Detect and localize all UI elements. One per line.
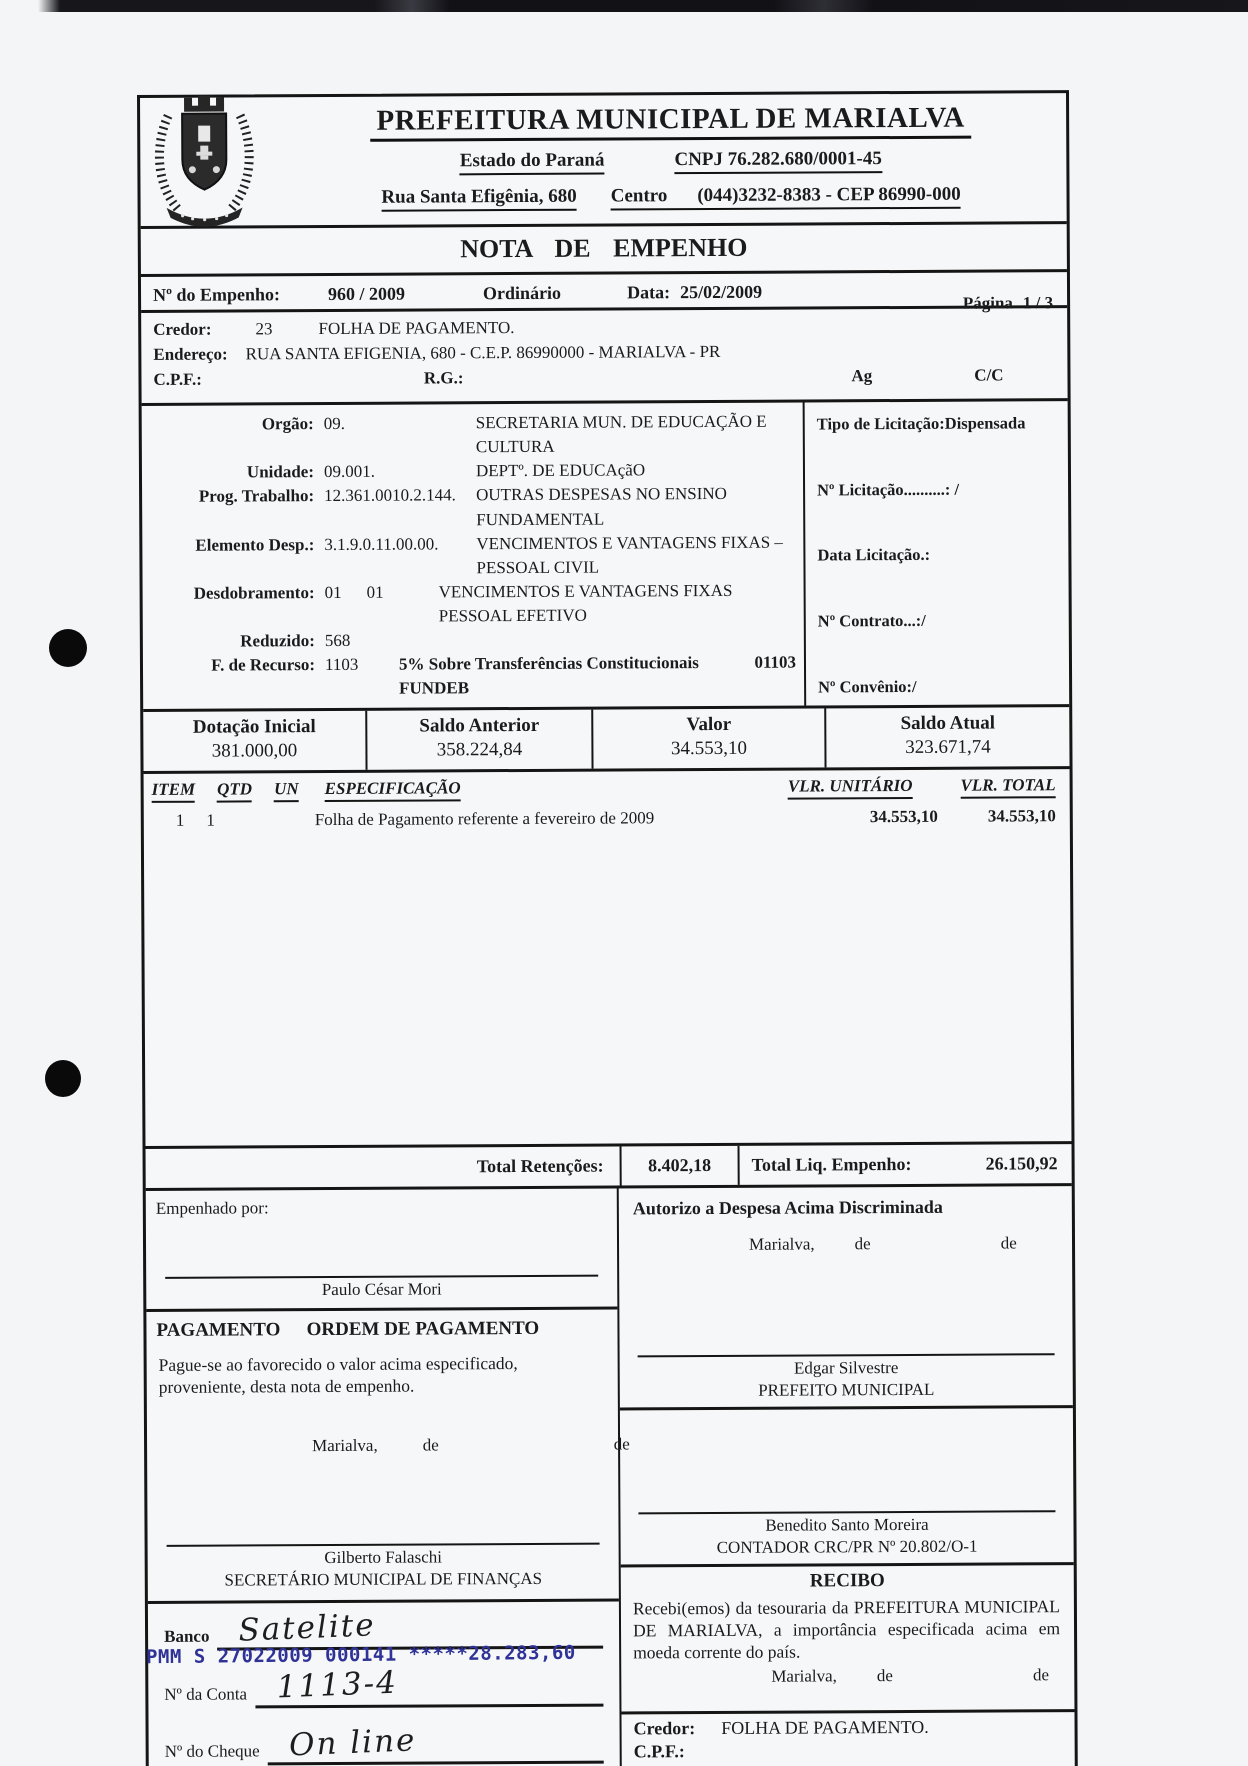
col-un: UN bbox=[274, 779, 299, 802]
valor-value: 34.553,10 bbox=[670, 737, 747, 759]
saldo-anterior-value: 358.224,84 bbox=[436, 738, 523, 760]
saldo-anterior-label: Saldo Anterior bbox=[419, 714, 540, 737]
creditor-label: Credor: bbox=[153, 319, 212, 339]
recurso-label: F. de Recurso: bbox=[211, 655, 316, 675]
page-indicator bbox=[963, 293, 1053, 313]
empenho-number-row bbox=[141, 269, 1067, 313]
city-name: Marialva, bbox=[748, 1233, 815, 1254]
contador-role: CONTADOR CRC/PR Nº 20.802/O-1 bbox=[716, 1536, 978, 1557]
saldo-anterior-cell bbox=[365, 709, 591, 769]
budget-row-reduzido bbox=[143, 627, 804, 655]
saldo-atual-label: Saldo Atual bbox=[900, 712, 996, 734]
accountant-box bbox=[620, 1408, 1074, 1567]
creditor-block bbox=[141, 305, 1067, 403]
banco-handwritten-value: Satelite bbox=[238, 1606, 377, 1649]
recibo-creditor-value: FOLHA DE PAGAMENTO. bbox=[721, 1716, 929, 1738]
conta-row bbox=[164, 1664, 603, 1709]
empenho-type: Ordinário bbox=[482, 282, 562, 304]
convenio-numero: Nº Convênio:/ bbox=[818, 676, 917, 696]
payment-order-box bbox=[146, 1306, 630, 1600]
item-description: Folha de Pagamento referente a fevereiro de 2009 bbox=[314, 807, 655, 829]
secretario-role: SECRETÁRIO MUNICIPAL DE FINANÇAS bbox=[224, 1568, 543, 1590]
state-label: Estado do Paraná bbox=[460, 150, 605, 176]
de-word: de bbox=[1000, 1232, 1017, 1252]
unidade-code: 09.001. bbox=[323, 462, 376, 482]
de-word: de bbox=[1032, 1665, 1050, 1685]
rg-label: R.G.: bbox=[423, 368, 464, 388]
col-vlr-unitario: VLR. UNITÁRIO bbox=[788, 775, 913, 799]
right-signature-column bbox=[619, 1186, 1075, 1766]
budget-row-elemento bbox=[142, 530, 803, 582]
item-total-value: 34.553,10 bbox=[987, 805, 1056, 826]
item-qty: 1 bbox=[206, 810, 215, 830]
budget-row-recurso bbox=[143, 651, 804, 703]
recibo-date-line bbox=[621, 1665, 1074, 1687]
col-especificacao: ESPECIFICAÇÃO bbox=[325, 778, 461, 802]
budget-row-orgao bbox=[142, 410, 803, 462]
reduzido-label: Reduzido: bbox=[240, 631, 315, 651]
totals-row bbox=[146, 1141, 1072, 1188]
empenhado-name: Paulo César Mori bbox=[321, 1278, 442, 1299]
account-label: C/C bbox=[974, 365, 1004, 385]
orgao-label: Orgão: bbox=[261, 414, 314, 434]
prog-label: Prog. Trabalho: bbox=[198, 486, 315, 507]
cheque-row bbox=[164, 1722, 604, 1766]
col-qtd: QTD bbox=[217, 779, 252, 802]
address-value: RUA SANTA EFIGENIA, 680 - C.E.P. 86990000 - MARIALVA - PR bbox=[245, 341, 721, 364]
payment-order-text: Pague-se ao favorecido o valor acima especificado, proveniente, desta nota de empenho. bbox=[158, 1352, 518, 1398]
item-unit-value: 34.553,10 bbox=[869, 806, 938, 826]
city-name: Marialva, bbox=[312, 1435, 378, 1456]
desdobramento-code1: 01 bbox=[324, 582, 342, 602]
recibo-creditor-label: Credor: bbox=[633, 1717, 696, 1738]
empenho-number-label: Nº do Empenho: bbox=[152, 284, 281, 305]
empenhado-por-label: Empenhado por: bbox=[155, 1197, 269, 1218]
phone-cep: (044)3232-8383 - CEP 86990-000 bbox=[697, 183, 961, 207]
address-label: Endereço: bbox=[153, 344, 228, 364]
item-row bbox=[144, 798, 1070, 831]
licitacao-column bbox=[803, 401, 1070, 705]
conta-field bbox=[255, 1664, 603, 1708]
contrato-numero: Nº Contrato...:/ bbox=[817, 610, 926, 631]
letterhead bbox=[140, 93, 1067, 226]
hole-punch-top bbox=[49, 629, 87, 667]
budget-row-desdobramento bbox=[143, 578, 804, 630]
document-title: NOTA DE EMPENHO bbox=[141, 221, 1067, 274]
cheque-field bbox=[268, 1722, 604, 1766]
licitacao-data: Data Licitação.: bbox=[817, 545, 931, 565]
cnpj: CNPJ 76.282.680/0001-45 bbox=[674, 148, 882, 174]
page-label: Página bbox=[962, 293, 1013, 313]
municipality-title: PREFEITURA MUNICIPAL DE MARIALVA bbox=[370, 102, 970, 142]
col-item: ITEM bbox=[152, 779, 196, 802]
conta-label: Nº da Conta bbox=[164, 1684, 248, 1704]
budget-section bbox=[142, 398, 1070, 708]
pagamento-title: PAGAMENTO bbox=[156, 1318, 281, 1341]
elemento-code: 3.1.9.0.11.00.00. bbox=[324, 534, 439, 554]
district: Centro bbox=[610, 185, 668, 207]
orgao-desc: SECRETARIA MUN. DE EDUCAÇÃO E CULTURA bbox=[475, 411, 767, 457]
prog-desc: OUTRAS DESPESAS NO ENSINO FUNDAMENTAL bbox=[476, 484, 727, 529]
item-number: 1 bbox=[175, 810, 185, 830]
de-word: de bbox=[613, 1434, 630, 1454]
retencoes-value: 8.402,18 bbox=[620, 1145, 738, 1185]
de-word: de bbox=[876, 1666, 893, 1686]
reduzido-code: 568 bbox=[324, 631, 351, 651]
budget-row-prog-trabalho bbox=[142, 482, 803, 534]
orgao-code: 09. bbox=[323, 413, 346, 434]
dotacao-value: 381.000,00 bbox=[211, 739, 298, 762]
hole-punch-bottom bbox=[45, 1060, 81, 1097]
items-table bbox=[144, 766, 1072, 1146]
dotacao-inicial-cell bbox=[143, 710, 365, 770]
agency-label: Ag bbox=[851, 366, 873, 386]
receipt-box bbox=[621, 1565, 1075, 1766]
unidade-desc: DEPTº. DE EDUCAçãO bbox=[475, 460, 646, 481]
budget-rows bbox=[142, 403, 805, 709]
licitacao-numero: Nº Licitação..........: / bbox=[817, 479, 960, 500]
recurso-extra-code: 01103 bbox=[754, 652, 797, 673]
cpf-label: C.P.F.: bbox=[153, 369, 202, 389]
col-vlr-total: VLR. TOTAL bbox=[960, 775, 1055, 798]
desdobramento-code2: 01 bbox=[366, 582, 384, 602]
empenho-number: 960 / 2009 bbox=[327, 283, 406, 305]
budget-row-unidade bbox=[142, 458, 803, 486]
nota-de-empenho-form bbox=[137, 90, 1078, 1766]
page-number: 1 / 3 bbox=[1022, 293, 1054, 313]
authorization-title: Autorizo a Despesa Acima Discriminada bbox=[632, 1196, 943, 1218]
liq-empenho-label: Total Liq. Empenho: bbox=[738, 1144, 940, 1184]
de-word: de bbox=[854, 1233, 871, 1253]
dotacao-label: Dotação Inicial bbox=[192, 715, 316, 738]
letterhead-text bbox=[275, 93, 1067, 212]
licitacao-tipo: Tipo de Licitação:Dispensada bbox=[816, 413, 1026, 434]
liq-empenho-value: 26.150,92 bbox=[985, 1152, 1058, 1174]
creditor-name: FOLHA DE PAGAMENTO. bbox=[318, 318, 515, 339]
recibo-title: RECIBO bbox=[809, 1569, 885, 1591]
prefeito-role: PREFEITO MUNICIPAL bbox=[758, 1379, 935, 1400]
city-crest-logo bbox=[148, 85, 261, 232]
balances-row bbox=[143, 704, 1069, 771]
elemento-desc: VENCIMENTOS E VANTAGENS FIXAS – PESSOAL CIVIL bbox=[476, 532, 783, 577]
banco-label: Banco bbox=[164, 1626, 210, 1646]
prefeito-signature bbox=[620, 1353, 1073, 1407]
recurso-desc: 5% Sobre Transferências Constitucionais FUNDEB bbox=[398, 653, 699, 699]
recibo-cpf-label: C.P.F.: bbox=[633, 1740, 685, 1761]
signatures-section bbox=[146, 1183, 1075, 1766]
valor-label: Valor bbox=[686, 713, 732, 735]
desdobramento-desc: VENCIMENTOS E VANTAGENS FIXAS PESSOAL EFETIVO bbox=[438, 580, 733, 626]
recibo-creditor-row bbox=[621, 1712, 1074, 1739]
left-signature-column bbox=[146, 1188, 630, 1766]
conta-handwritten-value: 1113-4 bbox=[275, 1664, 399, 1706]
cheque-details-box bbox=[145, 1598, 620, 1766]
street-address: Rua Santa Efigênia, 680 bbox=[381, 186, 576, 212]
bank-teller-stamp: PMM S 27022009 000141 *****28.283,60 bbox=[145, 1641, 576, 1669]
desdobramento-label: Desdobramento: bbox=[193, 582, 315, 603]
empenhado-signature bbox=[146, 1274, 617, 1300]
cheque-handwritten-value: On line bbox=[288, 1722, 418, 1764]
secretario-name: Gilberto Falaschi bbox=[324, 1546, 442, 1567]
cheque-label: Nº do Cheque bbox=[164, 1741, 260, 1762]
date-label: Data: bbox=[626, 282, 671, 303]
authorization-date-line bbox=[619, 1233, 1072, 1255]
elemento-label: Elemento Desp.: bbox=[195, 534, 315, 555]
recurso-code: 1103 bbox=[324, 655, 359, 675]
authorization-box bbox=[619, 1186, 1073, 1410]
saldo-atual-value: 323.671,74 bbox=[905, 736, 991, 758]
creditor-code: 23 bbox=[255, 319, 273, 339]
prog-code: 12.361.0010.2.144. bbox=[324, 485, 456, 506]
city-name: Marialva, bbox=[771, 1666, 837, 1686]
unidade-label: Unidade: bbox=[246, 462, 315, 482]
ordem-pagamento-title: ORDEM DE PAGAMENTO bbox=[306, 1317, 540, 1340]
contador-signature bbox=[620, 1510, 1073, 1564]
valor-cell bbox=[591, 708, 824, 768]
retencoes-label: Total Retenções: bbox=[476, 1155, 604, 1176]
recibo-text: Recebi(emos) da tesouraria da PREFEITURA MUNICIPAL DE MARIALVA, a importância especificada acima em moeda corrente do país. bbox=[632, 1595, 1061, 1663]
payment-date-line bbox=[147, 1434, 630, 1456]
contador-name: Benedito Santo Moreira bbox=[765, 1514, 929, 1535]
saldo-atual-cell bbox=[824, 707, 1069, 767]
secretario-signature bbox=[148, 1542, 619, 1600]
de-word: de bbox=[422, 1435, 439, 1455]
scan-edge-artifact bbox=[0, 0, 1248, 12]
date-value: 25/02/2009 bbox=[679, 281, 763, 303]
prefeito-name: Edgar Silvestre bbox=[793, 1357, 899, 1378]
